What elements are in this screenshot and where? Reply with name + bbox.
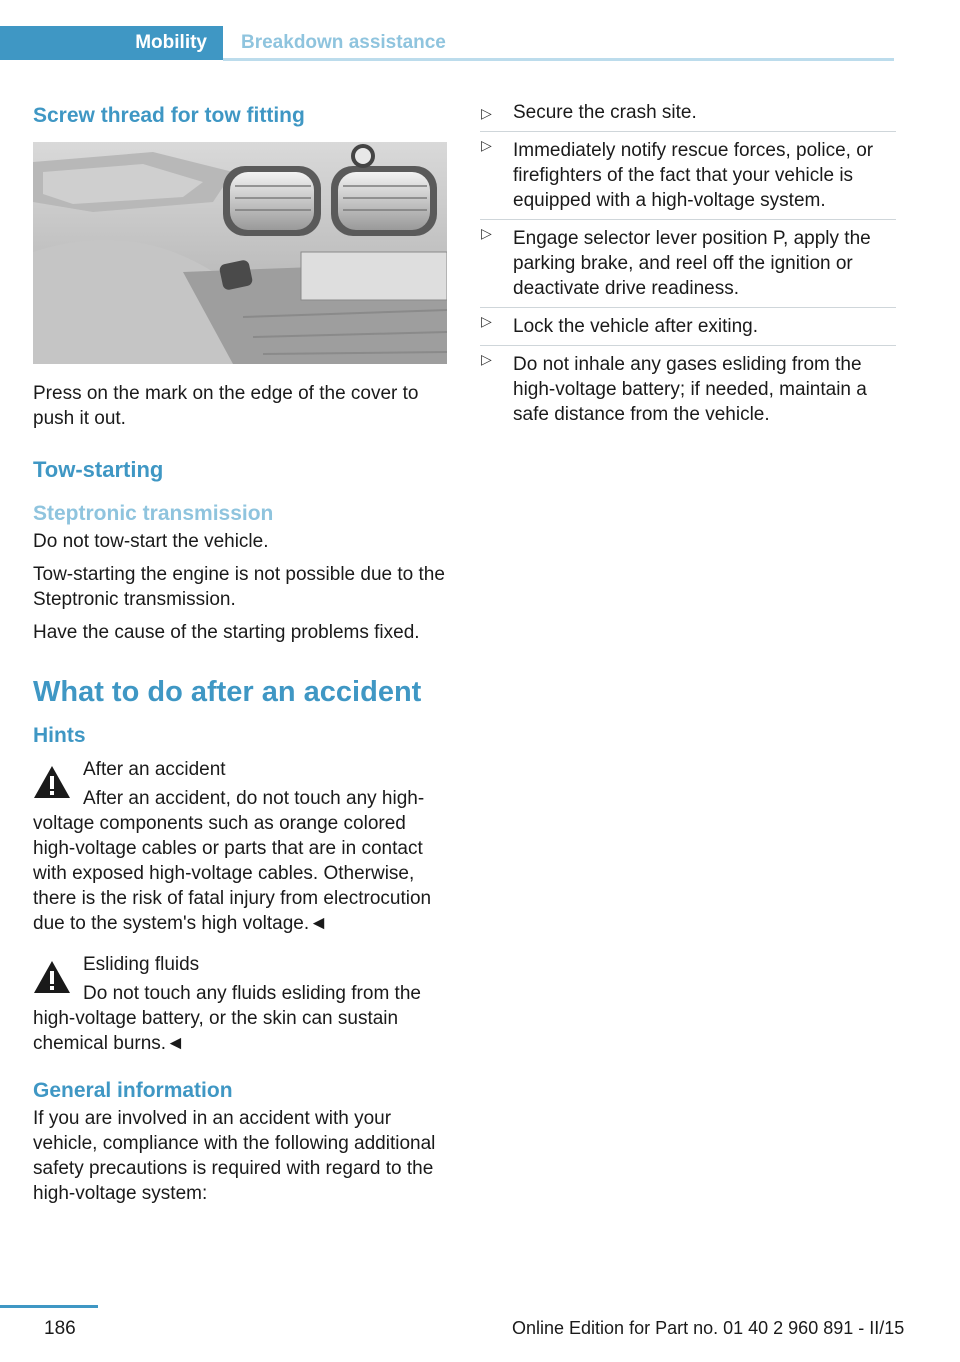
triangle-bullet-icon: ▷ [481, 351, 492, 367]
warning1-text: After an accident, do not touch any high-voltage components such as orange colored high-voltage cables or parts that are in contact with exposed high-voltage cables. Otherwise, there is the risk of fatal injury from electrocution due to the system's high voltage.◄ [33, 788, 432, 934]
warning1-title: After an accident [83, 759, 226, 780]
general-information-text: If you are involved in an accident with your vehicle, compliance with the following additional safety precautions is required with regard to the high-voltage system: [33, 1108, 436, 1204]
steptronic-paragraph-2: Tow-starting the engine is not possible due to the Steptronic transmission. [33, 564, 445, 610]
triangle-bullet-icon: ▷ [481, 105, 492, 121]
accident-steps-list [480, 100, 896, 427]
hints-heading: Hints [33, 724, 86, 747]
steptronic-paragraph-3: Have the cause of the starting problems fixed. [33, 622, 420, 643]
triangle-bullet-icon: ▷ [481, 225, 492, 241]
list-item: ▷ Immediately notify rescue forces, police, or firefighters of the fact that your vehicle is equipped with a high-voltage system. [480, 131, 896, 213]
warning-after-accident [33, 757, 447, 936]
breadcrumb-breakdown-assistance[interactable]: Breakdown assistance [241, 32, 446, 53]
warning-esliding-fluids [33, 952, 447, 1056]
warning-triangle-icon [33, 960, 71, 994]
tow-fitting-photo [33, 142, 447, 364]
tow-starting-heading: Tow-starting [33, 457, 164, 482]
section-tab-mobility[interactable]: Mobility [0, 26, 223, 60]
edition-text: Online Edition for Part no. 01 40 2 960 891 - II/15 [512, 1318, 905, 1338]
triangle-bullet-icon: ▷ [481, 313, 492, 329]
left-column [33, 100, 447, 1206]
page-header [0, 0, 894, 62]
screw-thread-text: Press on the mark on the edge of the cover to push it out. [33, 383, 419, 429]
warning2-title: Esliding fluids [83, 954, 200, 975]
list-item: ▷ Lock the vehicle after exiting. [480, 307, 896, 339]
right-column [480, 100, 896, 427]
list-item: ▷ Engage selector lever position P, apply the parking brake, and reel off the ignition or deactivate drive readiness. [480, 219, 896, 301]
warning2-text: Do not touch any fluids esliding from the high-voltage battery, or the skin can sustain chemical burns.◄ [33, 983, 421, 1054]
steptronic-heading: Steptronic transmission [33, 502, 274, 525]
warning-triangle-icon [33, 765, 71, 799]
page-number: 186 [44, 1318, 76, 1339]
list-item: ▷ Do not inhale any gases esliding from the high-voltage battery; if needed, maintain a safe distance from the vehicle. [480, 345, 896, 427]
list-item: ▷ Secure the crash site. [480, 100, 896, 125]
accident-heading: What to do after an accident [33, 676, 422, 708]
header-rule [223, 58, 894, 61]
footer-rule [0, 1305, 98, 1308]
steptronic-paragraph-1: Do not tow-start the vehicle. [33, 531, 269, 552]
general-information-heading: General information [33, 1079, 233, 1102]
triangle-bullet-icon: ▷ [481, 137, 492, 153]
screw-thread-heading: Screw thread for tow fitting [33, 104, 305, 127]
